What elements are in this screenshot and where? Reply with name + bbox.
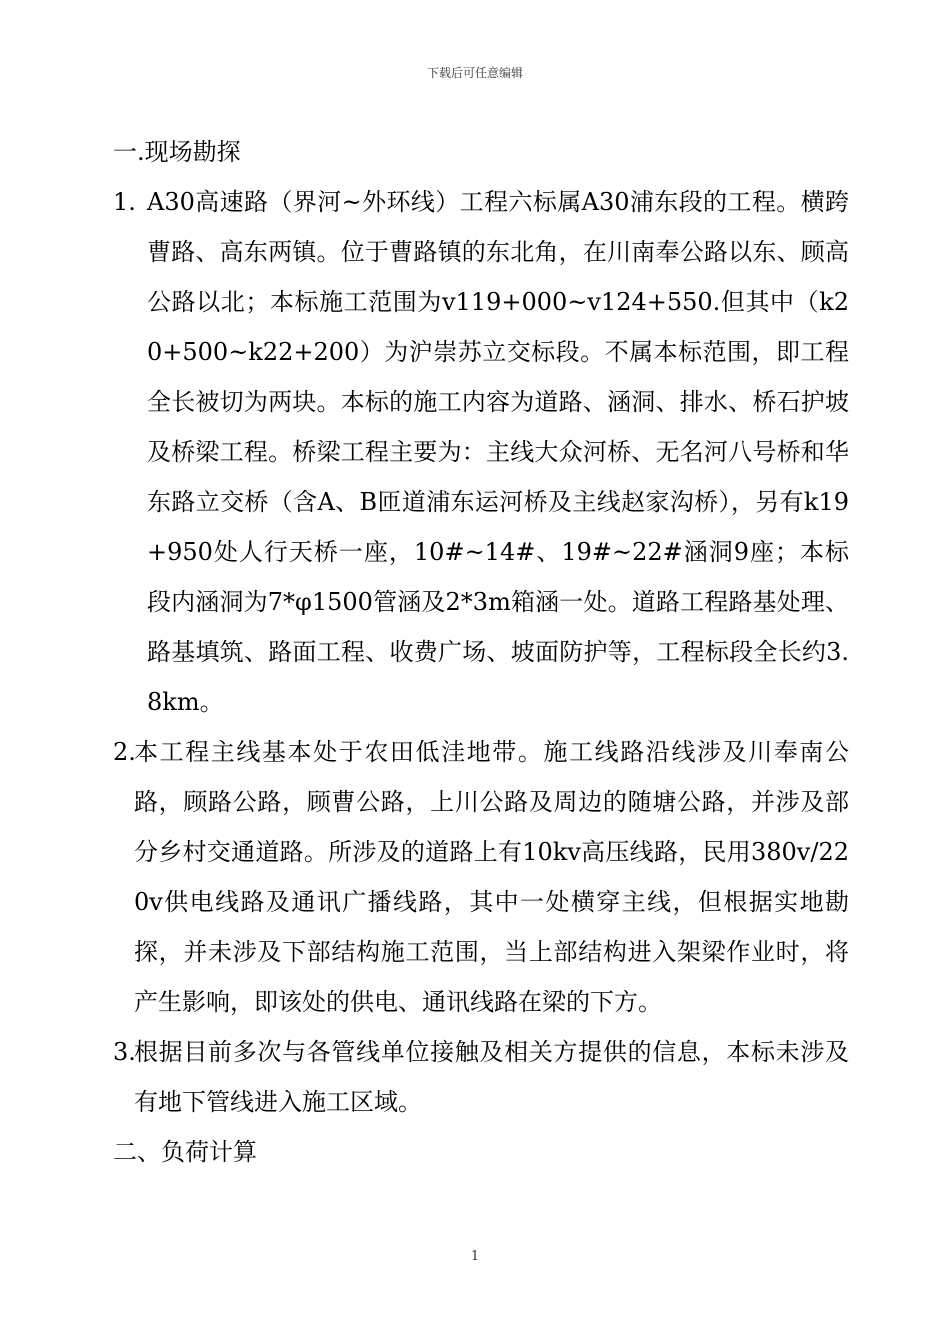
section-title-site-survey: 一.现场勘探 bbox=[113, 138, 241, 166]
document-body bbox=[113, 127, 849, 1177]
section-title-load-calculation: 二、负荷计算 bbox=[113, 1138, 257, 1166]
list-item bbox=[113, 177, 849, 727]
list-item-number: 2. bbox=[113, 738, 136, 766]
list-item bbox=[113, 1027, 849, 1127]
list-item-text: 根据目前多次与各管线单位接触及相关方提供的信息，本标未涉及有地下管线进入施工区域。 bbox=[134, 1038, 849, 1116]
list-item-text: 本工程主线基本处于农田低洼地带。施工线路沿线涉及川奉南公路，顾路公路，顾曹公路，上川公路及周边的随塘公路，并涉及部分乡村交通道路。所涉及的道路上有10kv高压线路，民用380v/220v供电线路及通讯广播线路，其中一处横穿主线，但根据实地勘探，并未涉及下部结构施工范围，当上部结构进入架梁作业时，将产生影响，即该处的供电、通讯线路在梁的下方。 bbox=[134, 738, 849, 1016]
page-number: 1 bbox=[470, 1249, 480, 1264]
list-item-number: 1. bbox=[113, 188, 136, 216]
list-item-text: A30高速路（界河~外环线）工程六标属A30浦东段的工程。横跨曹路、高东两镇。位于曹路镇的东北角，在川南奉公路以东、顾高公路以北；本标施工范围为v119+000~v124+550.但其中（k20+500~k22+200）为沪崇苏立交标段。不属本标范围，即工程全长被切为两块。本标的施工内容为道路、涵洞、排水、桥石护坡及桥梁工程。桥梁工程主要为：主线大众河桥、无名河八号桥和华东路立交桥（含A、B匝道浦东运河桥及主线赵家沟桥），另有k19+950处人行天桥一座，10#~14#、19#~22#涵洞9座；本标段内涵洞为7*φ1500管涵及2*3m箱涵一处。道路工程路基处理、路基填筑、路面工程、收费广场、坡面防护等，工程标段全长约3.8km。 bbox=[147, 188, 849, 716]
list-item-number: 3. bbox=[113, 1038, 136, 1066]
list-item bbox=[113, 727, 849, 1027]
page-header-note: 下载后可任意编辑 bbox=[426, 66, 523, 80]
